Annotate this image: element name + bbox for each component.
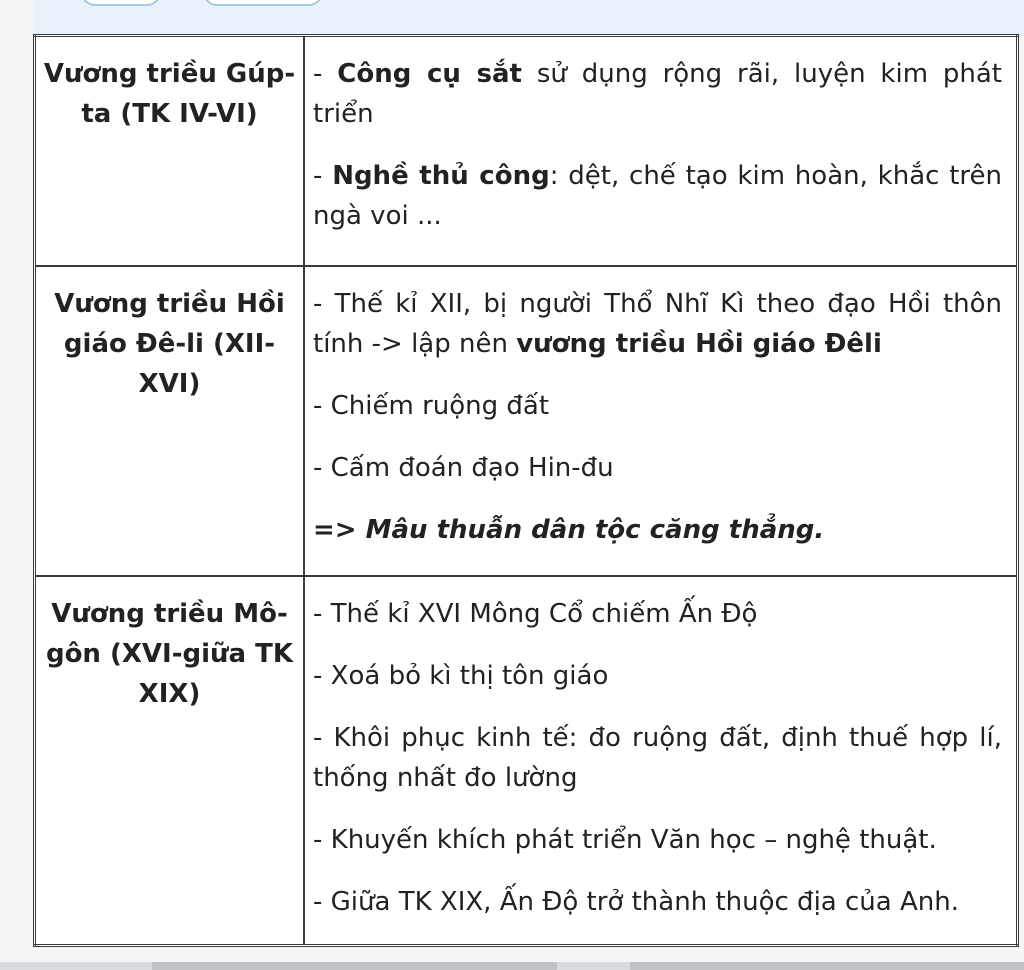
list-item: - Chiếm ruộng đất bbox=[313, 390, 550, 421]
item-keyword: Nghề thủ công bbox=[332, 161, 550, 191]
dynasty-name-cell: Vương triều Mô-gôn (XVI-giữa TK XIX) bbox=[35, 576, 305, 946]
conclusion-text: => Mâu thuẫn dân tộc căng thẳng. bbox=[313, 514, 825, 545]
list-item bbox=[313, 156, 1002, 236]
list-item: - Khuyến khích phát triển Văn học – nghệ thuật. bbox=[313, 824, 937, 855]
top-toolbar-strip bbox=[33, 0, 1024, 36]
item-text: sử dụng rộng rãi, luyện kim phát triển bbox=[313, 59, 1003, 129]
dynasty-description-cell bbox=[304, 266, 1018, 576]
table-row bbox=[35, 576, 1018, 946]
scrollbar-segment[interactable] bbox=[152, 962, 557, 970]
table-row bbox=[35, 36, 1018, 266]
dynasty-description-cell bbox=[304, 36, 1018, 266]
table-row bbox=[35, 266, 1018, 576]
dynasty-description-cell bbox=[304, 576, 1018, 946]
dynasty-table bbox=[33, 34, 1019, 947]
list-item: - Giữa TK XIX, Ấn Độ trở thành thuộc địa của Anh. bbox=[313, 886, 959, 917]
list-item: - Xoá bỏ kì thị tôn giáo bbox=[313, 660, 609, 691]
toolbar-button[interactable] bbox=[81, 0, 161, 6]
item-prefix: - bbox=[313, 161, 333, 191]
item-text: - Thế kỉ XII, bị người Thổ Nhĩ Kì theo đạo Hồi thôn tính -> lập nên bbox=[313, 288, 1002, 359]
item-keyword: Công cụ sắt bbox=[337, 59, 522, 89]
list-item bbox=[313, 284, 1002, 364]
toolbar-button[interactable] bbox=[203, 0, 323, 6]
dynasty-name-cell: Vương triều Gúp-ta (TK IV-VI) bbox=[35, 36, 305, 266]
item-prefix: - bbox=[313, 59, 338, 89]
list-item: - Thế kỉ XVI Mông Cổ chiếm Ấn Độ bbox=[313, 598, 758, 629]
list-item: - Cấm đoán đạo Hin-đu bbox=[313, 452, 614, 483]
list-item: - Khôi phục kinh tế: đo ruộng đất, định thuế hợp lí, thống nhất đo lường bbox=[313, 722, 1002, 793]
dynasty-name-cell: Vương triều Hồi giáo Đê-li (XII-XVI) bbox=[35, 266, 305, 576]
item-keyword: vương triều Hồi giáo Đêli bbox=[516, 328, 882, 359]
scrollbar-segment[interactable] bbox=[630, 962, 1024, 970]
item-text: : dệt, chế tạo kim hoàn, khắc trên ngà voi ... bbox=[313, 161, 1003, 231]
list-item bbox=[313, 54, 1002, 134]
